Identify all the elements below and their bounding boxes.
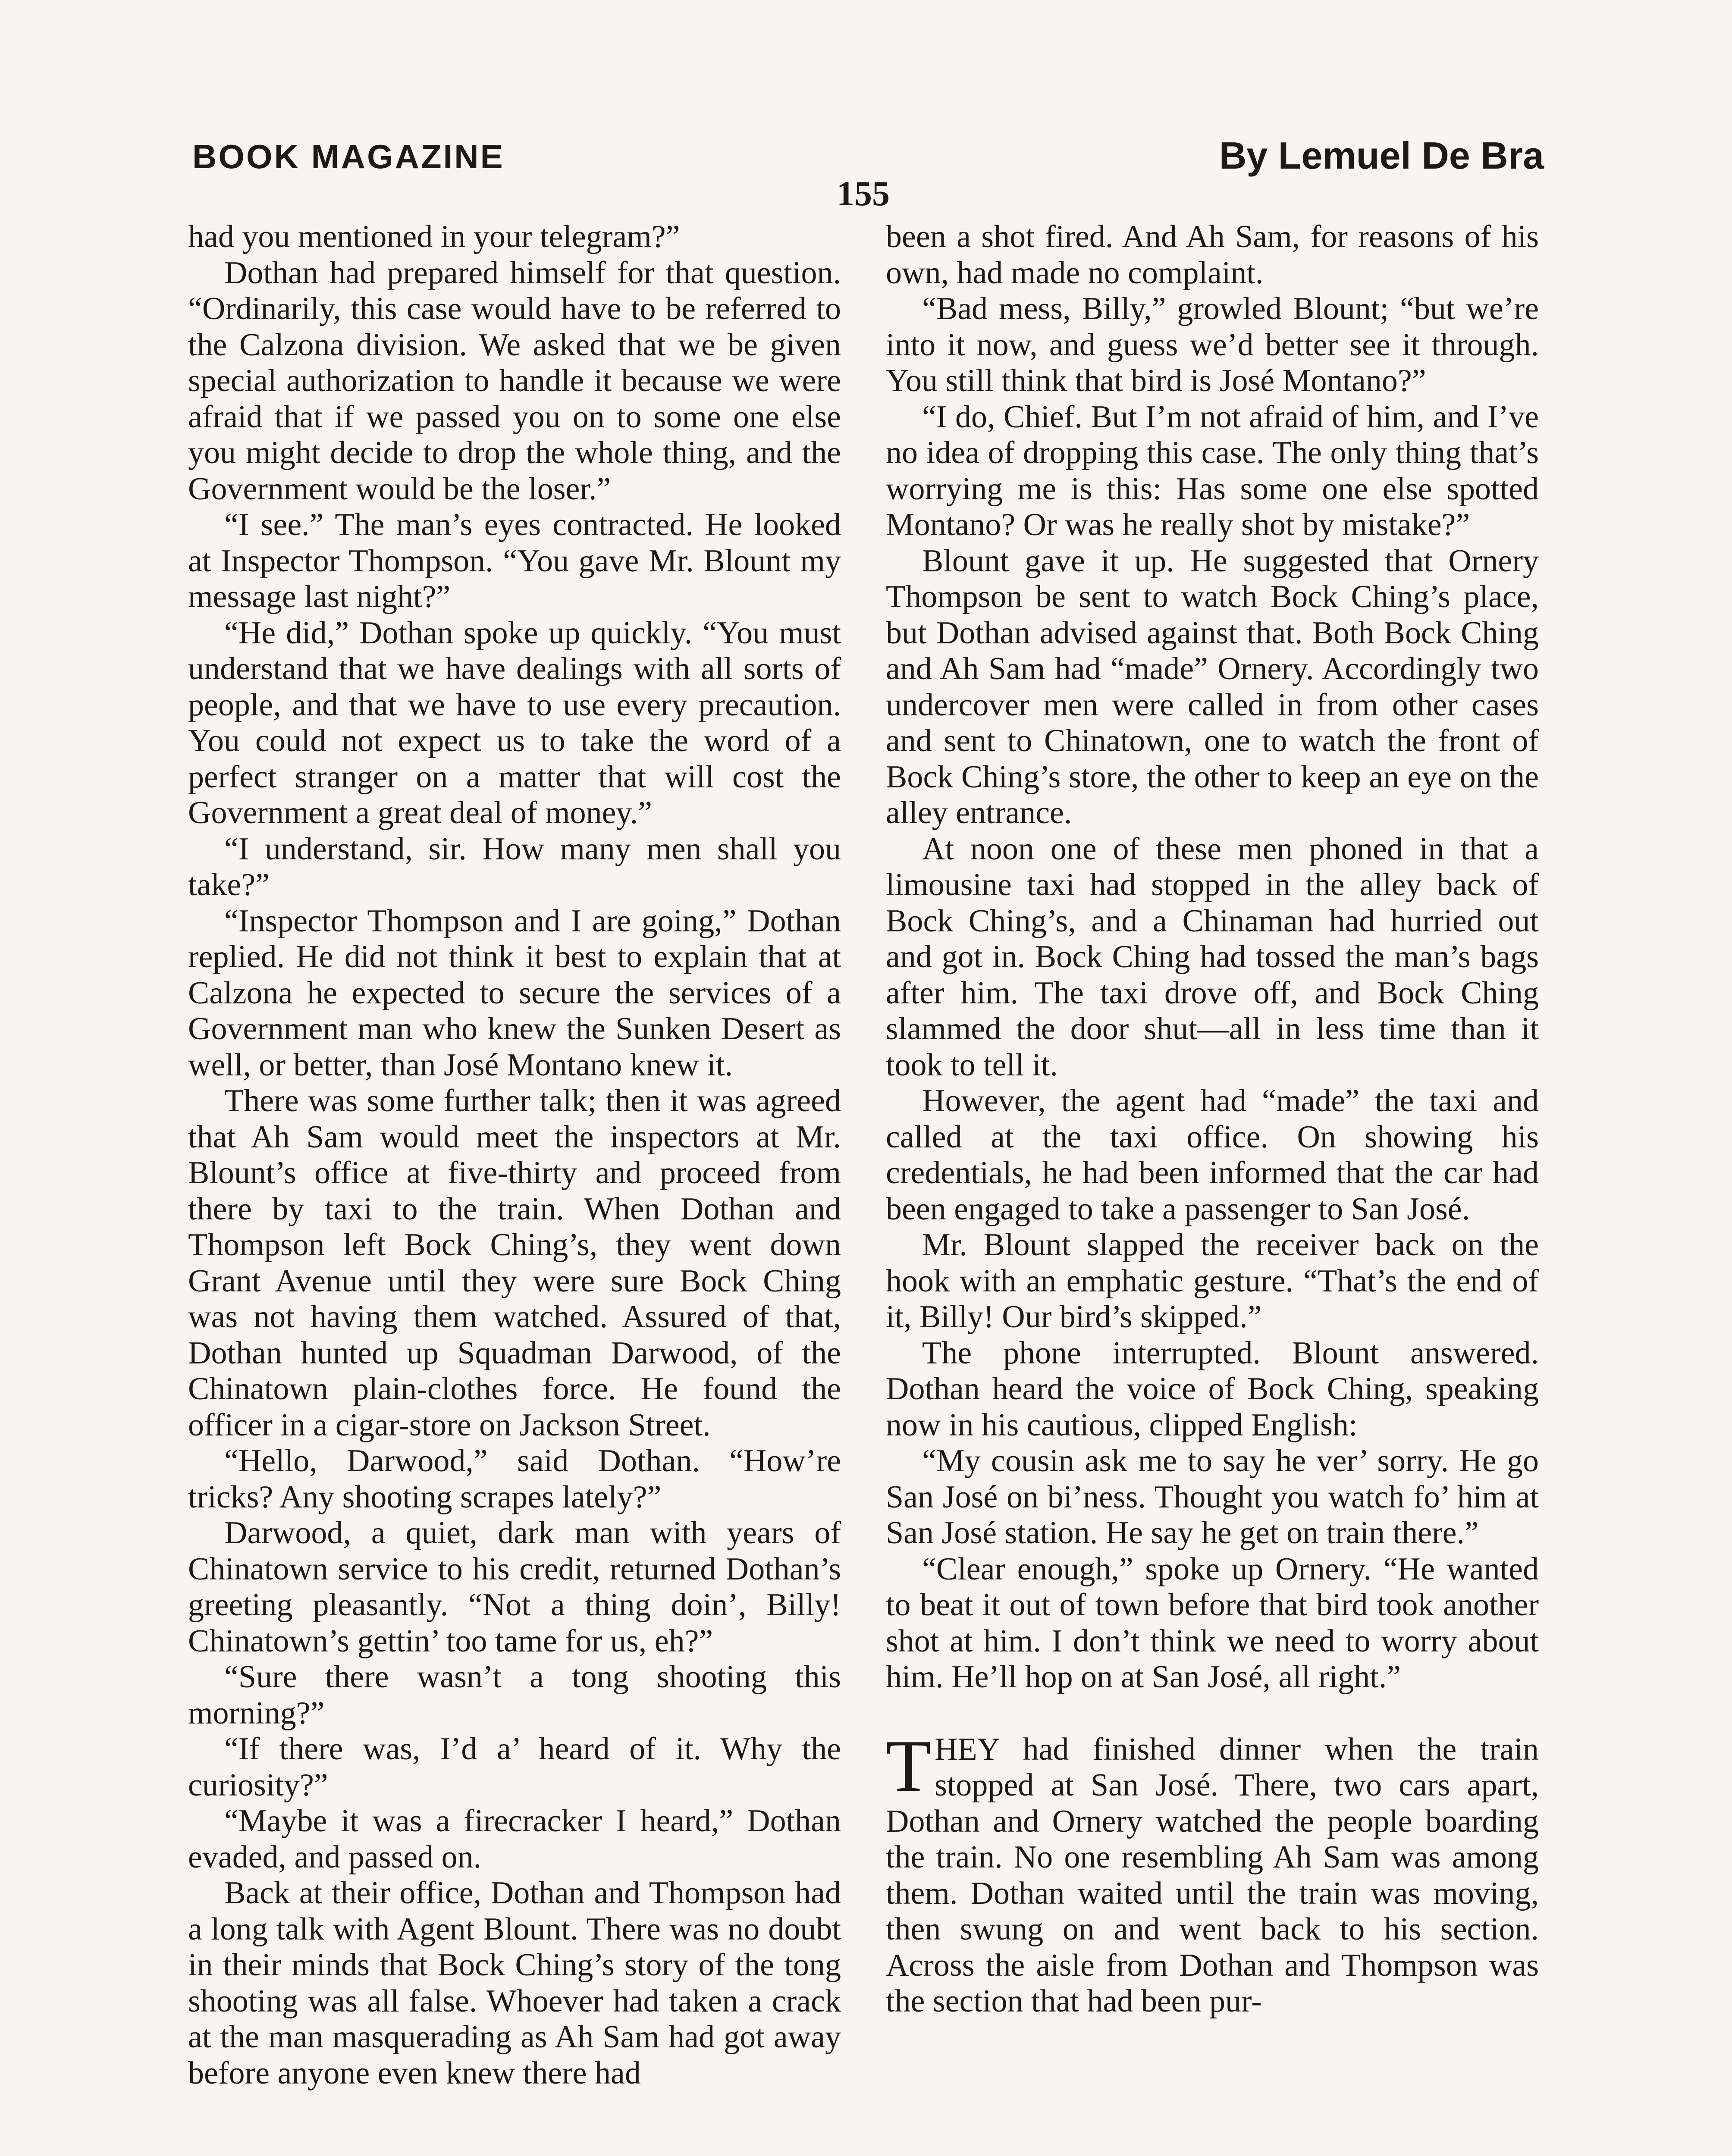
paragraph: The phone interrupted. Blount answered. Dothan heard the voice of Bock Ching, speaking now in his cautious, clipped English: [886,1335,1539,1443]
page-number: 155 [837,174,890,213]
author-byline: By Lemuel De Bra [1219,134,1544,177]
section-break-paragraph [886,1725,1539,2020]
paragraph: “If there was, I’d a’ heard of it. Why the curiosity?” [188,1731,841,1803]
right-column [886,219,1539,2020]
paragraph: There was some further talk; then it was agreed that Ah Sam would meet the inspectors at Mr. Blount’s office at five-thirty and proceed from there by taxi to the train. When Dothan and Thompson left Bock Ching’s, they went down Grant Avenue until they were sure Bock Ching was not having them watched. Assured of that, Dothan hunted up Squadman Darwood, of the Chinatown plain-clothes force. He found the officer in a cigar-store on Jackson Street. [188,1083,841,1443]
left-column [188,219,841,2091]
paragraph: “Bad mess, Billy,” growled Blount; “but we’re into it now, and guess we’d better see it through. You still think that bird is José Montano?” [886,291,1539,398]
magazine-title: BOOK MAGAZINE [192,138,505,175]
paragraph: At noon one of these men phoned in that a limousine taxi had stopped in the alley back of Bock Ching’s, and a Chinaman had hurried out and got in. Bock Ching had tossed the man’s bags after him. The taxi drove off, and Bock Ching slammed the door shut—all in less time than it took to tell it. [886,831,1539,1083]
paragraph: had you mentioned in your telegram?” [188,219,680,254]
paragraph: “Hello, Darwood,” said Dothan. “How’re tricks? Any shooting scrapes lately?” [188,1443,841,1515]
paragraph: “My cousin ask me to say he ver’ sorry. He go San José on bi’ness. Thought you watch fo’ him at San José station. He say he get on train there.” [886,1443,1539,1551]
paragraph: “He did,” Dothan spoke up quickly. “You must understand that we have dealings with all sorts of people, and that we have to use every precaution. You could not expect us to take the word of a perfect stranger on a matter that will cost the Government a great deal of money.” [188,615,841,830]
drop-cap: T [886,1725,932,1807]
paragraph: “Clear enough,” spoke up Ornery. “He wanted to beat it out of town before that bird took another shot at him. I don’t think we need to worry about him. He’ll hop on at San José, all right.” [886,1551,1539,1695]
paragraph: However, the agent had “made” the taxi and called at the taxi office. On showing his credentials, he had been informed that the car had been engaged to take a passenger to San José. [886,1083,1539,1227]
paragraph: been a shot fired. And Ah Sam, for reasons of his own, had made no complaint. [886,219,1539,291]
paragraph: “Sure there wasn’t a tong shooting this morning?” [188,1659,841,1731]
paragraph: “Inspector Thompson and I are going,” Dothan replied. He did not think it best to explain that at Calzona he expected to secure the services of a Government man who knew the Sunken Desert as well, or better, than José Montano knew it. [188,903,841,1083]
paragraph: “Maybe it was a firecracker I heard,” Dothan evaded, and passed on. [188,1803,841,1875]
paragraph: Mr. Blount slapped the receiver back on the hook with an emphatic gesture. “That’s the end of it, Billy! Our bird’s skipped.” [886,1227,1539,1335]
paragraph: “I understand, sir. How many men shall you take?” [188,831,841,903]
paragraph: “I do, Chief. But I’m not afraid of him, and I’ve no idea of dropping this case. The only thing that’s worrying me is this: Has some one else spotted Montano? Or was he really shot by mistake?” [886,399,1539,542]
section-break-text: HEY had finished dinner when the train stopped at San José. There, two cars apart, Dothan and Ornery watched the people boarding the train. No one resembling Ah Sam was among them. Dothan waited until the train was moving, then swung on and went back to his section. Across the aisle from Dothan and Thompson was the section that had been pur- [886,1731,1539,2019]
paragraph: Dothan had prepared himself for that question. “Ordinarily, this case would have to be referred to the Calzona division. We asked that we be given special authorization to handle it because we were afraid that if we passed you on to some one else you might decide to drop the whole thing, and the Government would be the loser.” [188,255,841,507]
paragraph: Back at their office, Dothan and Thompson had a long talk with Agent Blount. There was no doubt in their minds that Bock Ching’s story of the tong shooting was all false. Whoever had taken a crack at the man masquerading as Ah Sam had got away before anyone even knew there had [188,1875,841,2091]
paragraph: Blount gave it up. He suggested that Ornery Thompson be sent to watch Bock Ching’s place, but Dothan advised against that. Both Bock Ching and Ah Sam had “made” Ornery. Accordingly two undercover men were called in from other cases and sent to Chinatown, one to watch the front of Bock Ching’s store, the other to keep an eye on the alley entrance. [886,543,1539,830]
paragraph: “I see.” The man’s eyes contracted. He looked at Inspector Thompson. “You gave Mr. Blount my message last night?” [188,507,841,614]
paragraph: Darwood, a quiet, dark man with years of Chinatown service to his credit, returned Dothan’s greeting pleasantly. “Not a thing doin’, Billy! Chinatown’s gettin’ too tame for us, eh?” [188,1515,841,1659]
